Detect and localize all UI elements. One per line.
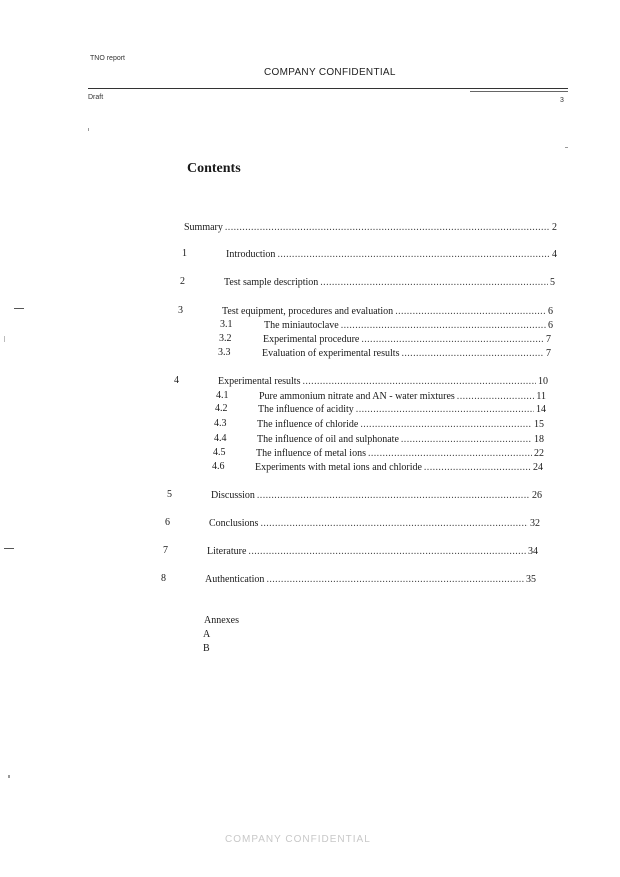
- toc-label: The miniautoclave: [264, 320, 339, 331]
- toc-label: Conclusions: [209, 518, 259, 529]
- toc-label: Literature: [207, 546, 247, 557]
- dot-leader: [257, 490, 530, 501]
- dot-leader: [424, 462, 531, 473]
- toc-label: Experiments with metal ions and chloride: [255, 462, 422, 473]
- toc-entry[interactable]: [211, 490, 542, 501]
- dot-leader: [260, 518, 528, 529]
- toc-entry[interactable]: [207, 546, 538, 557]
- draft-label: Draft: [88, 94, 104, 101]
- toc-page: 18: [534, 434, 544, 445]
- chapter-number: 4: [174, 375, 179, 386]
- toc-entry[interactable]: [205, 574, 536, 585]
- toc-page: 4: [552, 249, 557, 260]
- annex-item[interactable]: A: [203, 629, 211, 640]
- toc-entry[interactable]: [224, 277, 555, 288]
- toc-page: 7: [546, 348, 551, 359]
- toc-label: Discussion: [211, 490, 255, 501]
- dot-leader: [356, 404, 534, 415]
- confidential-header: COMPANY CONFIDENTIAL: [264, 67, 396, 78]
- toc-entry[interactable]: [218, 376, 548, 387]
- report-label: TNO report: [90, 55, 126, 62]
- toc-label: The influence of oil and sulphonate: [257, 434, 399, 445]
- toc-label: Test equipment, procedures and evaluation: [222, 306, 394, 317]
- toc-label: Summary: [184, 222, 223, 233]
- chapter-number: 7: [163, 545, 168, 556]
- dot-leader: [277, 249, 550, 260]
- chapter-number: 3: [178, 305, 183, 316]
- dot-leader: [401, 434, 532, 445]
- toc-label: Test sample description: [224, 277, 319, 288]
- scan-mark: [8, 775, 10, 778]
- toc-entry[interactable]: [257, 419, 544, 430]
- toc-entry[interactable]: [255, 462, 543, 473]
- dot-leader: [302, 376, 536, 387]
- toc-page: 15: [534, 419, 544, 430]
- dot-leader: [360, 419, 532, 430]
- dot-leader: [341, 320, 546, 331]
- toc-label: The influence of acidity: [258, 404, 354, 415]
- chapter-number: 1: [182, 248, 187, 259]
- scan-mark: [4, 548, 14, 549]
- dot-leader: [266, 574, 524, 585]
- toc-page: 26: [532, 490, 542, 501]
- toc-label: Experimental procedure: [263, 334, 360, 345]
- toc-page: 11: [536, 391, 546, 402]
- toc-entry[interactable]: [263, 334, 551, 345]
- toc-page: 32: [530, 518, 540, 529]
- dot-leader: [395, 306, 546, 317]
- annexes-heading: Annexes: [204, 615, 239, 626]
- toc-label: The influence of metal ions: [256, 448, 366, 459]
- toc-label: The influence of chloride: [257, 419, 359, 430]
- page-number: 3: [560, 97, 564, 104]
- dot-leader: [248, 546, 526, 557]
- section-number: 3.1: [220, 319, 233, 330]
- toc-page: 35: [526, 574, 536, 585]
- toc-label: Pure ammonium nitrate and AN - water mixtures: [259, 391, 455, 402]
- toc-entry[interactable]: [264, 320, 553, 331]
- toc-page: 2: [552, 222, 557, 233]
- toc-label: Introduction: [226, 249, 276, 260]
- dot-leader: [320, 277, 548, 288]
- toc-entry[interactable]: [257, 434, 544, 445]
- toc-entry[interactable]: [262, 348, 551, 359]
- chapter-number: 6: [165, 517, 170, 528]
- section-number: 4.4: [214, 433, 227, 444]
- toc-page: 6: [548, 306, 553, 317]
- confidential-footer: COMPANY CONFIDENTIAL: [225, 834, 371, 845]
- toc-page: 24: [533, 462, 543, 473]
- toc-entry[interactable]: [258, 404, 546, 415]
- section-number: 4.5: [213, 447, 226, 458]
- toc-page: 34: [528, 546, 538, 557]
- toc-entry[interactable]: [256, 448, 544, 459]
- chapter-number: 8: [161, 573, 166, 584]
- dot-leader: [368, 448, 532, 459]
- header-rule-secondary: [470, 91, 568, 92]
- toc-entry[interactable]: [226, 249, 557, 260]
- section-number: 4.2: [215, 403, 228, 414]
- toc-page: 5: [550, 277, 555, 288]
- dot-leader: [457, 391, 535, 402]
- section-number: 4.3: [214, 418, 227, 429]
- chapter-number: 2: [180, 276, 185, 287]
- dot-leader: [225, 222, 550, 233]
- chapter-number: 5: [167, 489, 172, 500]
- toc-page: 10: [538, 376, 548, 387]
- toc-entry[interactable]: [259, 391, 546, 402]
- toc-page: 7: [546, 334, 551, 345]
- toc-page: 6: [548, 320, 553, 331]
- toc-label: Experimental results: [218, 376, 301, 387]
- toc-label: Authentication: [205, 574, 265, 585]
- scan-mark: [565, 147, 568, 148]
- dot-leader: [361, 334, 544, 345]
- toc-entry-summary[interactable]: [184, 222, 557, 233]
- annex-item[interactable]: B: [203, 643, 210, 654]
- scan-mark: [88, 128, 89, 131]
- toc-label: Evaluation of experimental results: [262, 348, 400, 359]
- page-title: Contents: [187, 161, 241, 176]
- toc-page: 14: [536, 404, 546, 415]
- toc-entry[interactable]: [222, 306, 553, 317]
- section-number: 3.2: [219, 333, 232, 344]
- toc-page: 22: [534, 448, 544, 459]
- dot-leader: [401, 348, 544, 359]
- section-number: 4.1: [216, 390, 229, 401]
- toc-entry[interactable]: [209, 518, 540, 529]
- section-number: 4.6: [212, 461, 225, 472]
- scan-mark: [14, 308, 24, 309]
- header-rule: [88, 88, 568, 89]
- section-number: 3.3: [218, 347, 231, 358]
- scan-mark: [4, 336, 5, 342]
